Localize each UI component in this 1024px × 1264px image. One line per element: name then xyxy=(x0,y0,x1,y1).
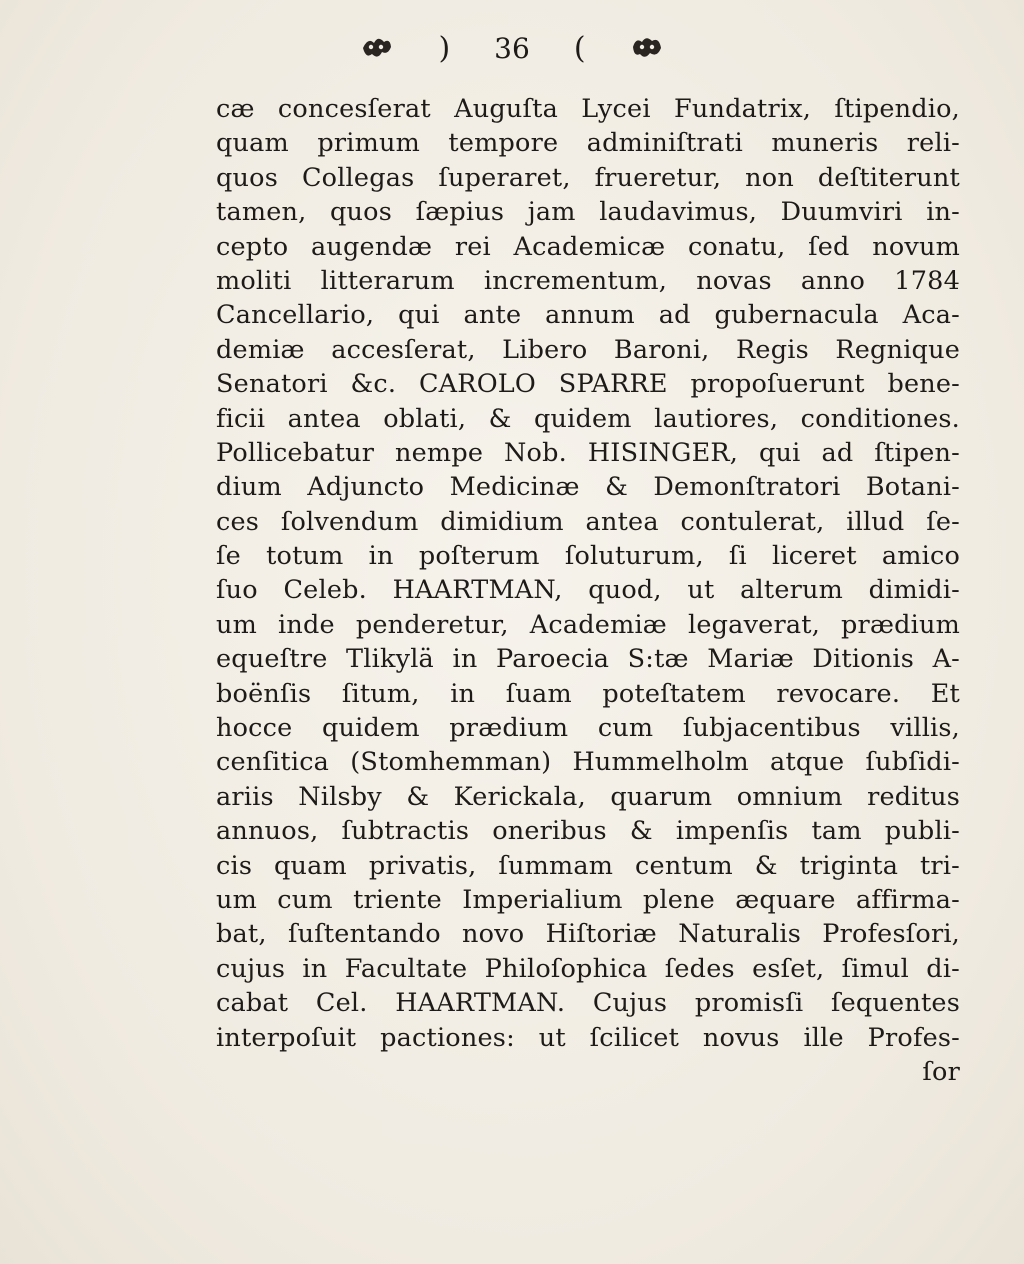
text-line: um cum triente Imperialium plene æquare affirma- xyxy=(216,884,960,915)
text-line: boënſis ſitum, in ſuam poteſtatem revocare. Et xyxy=(216,678,960,709)
text-line: demiæ accesſerat, Libero Baroni, Regis Regnique xyxy=(216,334,960,365)
text-line: cabat Cel. HAARTMAN. Cujus promisſi ſequentes xyxy=(216,988,960,1019)
text-line: cæ concesſerat Auguſta Lycei Fundatrix, ſtipendio, xyxy=(216,94,960,124)
text-line: ces ſolvendum dimidium antea contulerat, illud ſe- xyxy=(216,506,960,537)
right-ornament-icon xyxy=(630,33,664,63)
text-line: ficii antea oblati, & quidem lautiores, conditiones. xyxy=(216,403,960,434)
text-line: dium Adjuncto Medicinæ & Demonſtratori Botani- xyxy=(216,472,960,503)
text-line: cis quam privatis, ſummam centum & triginta tri- xyxy=(216,850,960,881)
text-line: cujus in Facultate Philoſophica ſedes esſet, ſimul di- xyxy=(216,953,960,984)
page-number: 36 xyxy=(494,31,530,65)
left-parenthesis: ) xyxy=(438,30,451,66)
text-line: ſuo Celeb. HAARTMAN, quod, ut alterum dimidi- xyxy=(216,575,960,606)
right-parenthesis: ( xyxy=(573,30,586,66)
text-line: bat, ſuſtentando novo Hiſtoriæ Naturalis Profesſori, xyxy=(216,919,960,950)
page-header xyxy=(0,28,1024,68)
text-line: interpoſuit pactiones: ut ſcilicet novus ille Profes- xyxy=(216,1022,960,1053)
text-line: equeſtre Tlikylä in Paroecia S:tæ Mariæ Ditionis A- xyxy=(216,644,960,675)
text-line: cepto augendæ rei Academicæ conatu, ſed novum xyxy=(216,231,960,262)
text-line: quos Collegas ſuperaret, frueretur, non deſtiterunt xyxy=(216,162,960,193)
text-line: ariis Nilsby & Kerickala, quarum omnium reditus xyxy=(216,781,960,812)
left-ornament-icon xyxy=(360,33,394,63)
text-line: Pollicebatur nempe Nob. HISINGER, qui ad ſtipen- xyxy=(216,437,960,468)
text-line: tamen, quos ſæpius jam laudavimus, Duumviri in- xyxy=(216,197,960,228)
text-line: quam primum tempore adminiſtrati muneris reli- xyxy=(216,128,960,159)
text-line: hocce quidem prædium cum ſubjacentibus villis, xyxy=(216,713,960,744)
text-line: um inde penderetur, Academiæ legaverat, prædium xyxy=(216,609,960,640)
text-line: ſe totum in poſterum ſoluturum, ſi liceret amico xyxy=(216,541,960,572)
text-line: annuos, ſubtractis oneribus & impenſis tam publi- xyxy=(216,816,960,847)
catchword: ſor xyxy=(922,1056,960,1087)
text-line: Senatori &c. CAROLO SPARRE propoſuerunt bene- xyxy=(216,369,960,400)
text-line: cenſitica (Stomhemman) Hummelholm atque ſubſidi- xyxy=(216,747,960,778)
text-line: Cancellario, qui ante annum ad gubernacula Aca- xyxy=(216,300,960,331)
body-text xyxy=(216,92,960,1089)
text-line: moliti litterarum incrementum, novas anno 1784 xyxy=(216,265,960,296)
